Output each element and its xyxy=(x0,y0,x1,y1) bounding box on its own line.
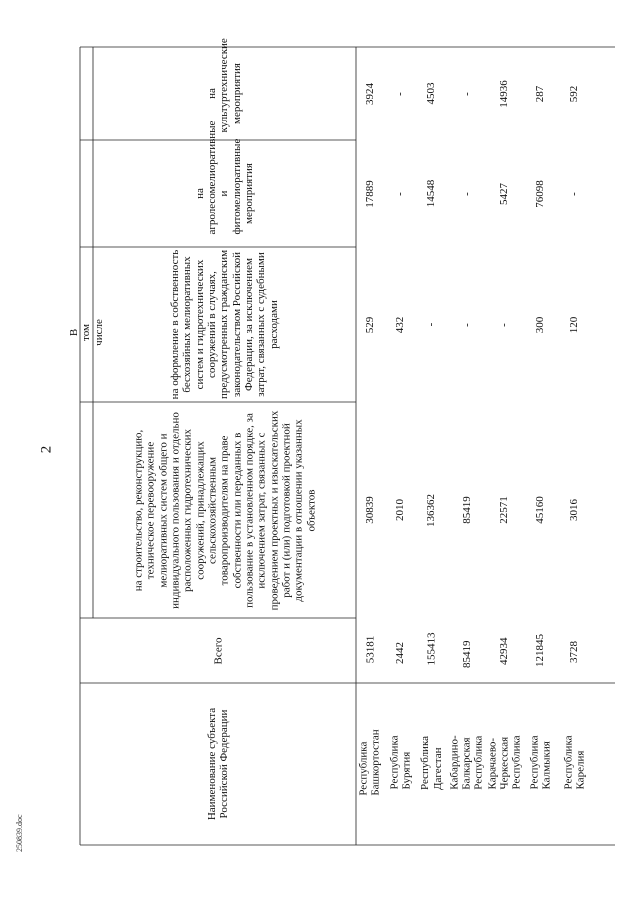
table-cell-c1 xyxy=(521,402,559,618)
row-total: 2442 xyxy=(393,641,406,664)
table-cell-name xyxy=(356,683,384,845)
row-name: Карачаево-Черкесская Республика xyxy=(485,735,523,790)
row-total: 85419 xyxy=(460,640,473,668)
row-name: Республика Карелия xyxy=(561,735,587,790)
table-cell-c3 xyxy=(559,140,589,247)
table-cell-total xyxy=(521,618,559,683)
table-cell-c4 xyxy=(384,47,416,140)
table-cell-name xyxy=(559,683,589,845)
table-cell-c1 xyxy=(416,402,447,618)
table-cell-c4 xyxy=(487,47,521,140)
row-total: 3728 xyxy=(567,640,580,663)
row-c1: 45160 xyxy=(533,496,546,524)
table-cell-name xyxy=(384,683,416,845)
row-c2: - xyxy=(425,322,438,327)
table-cell-c2 xyxy=(487,247,521,402)
table-cell-c2 xyxy=(416,247,447,402)
table-cell-c3 xyxy=(521,140,559,247)
row-name: Кабардино-Балкарская Республика xyxy=(448,735,486,790)
row-c2: 432 xyxy=(393,316,406,333)
row-c4: 592 xyxy=(567,85,580,102)
row-total: 53181 xyxy=(363,635,376,663)
table-cell-c3 xyxy=(356,140,384,247)
table-cell-c1 xyxy=(356,402,384,618)
row-c3: - xyxy=(567,191,580,196)
row-name: Республика Башкортостан xyxy=(357,729,382,796)
row-c1: 85419 xyxy=(460,496,473,524)
table-cell-c3 xyxy=(447,140,487,247)
row-c3: - xyxy=(393,191,406,196)
table-cell-total xyxy=(416,618,447,683)
table-cell-c2 xyxy=(356,247,384,402)
row-c2: 120 xyxy=(567,316,580,333)
table-cell-name xyxy=(416,683,447,845)
header-c3: на агролесомелиоративные и фитомелиоративные мероприятия xyxy=(193,120,255,235)
table-cell-c2 xyxy=(559,247,589,402)
row-c1: 136362 xyxy=(425,493,438,527)
table-cell-c2 xyxy=(384,247,416,402)
header-total: Всего xyxy=(211,637,224,664)
table-cell-c3 xyxy=(416,140,447,247)
table-cell-c4 xyxy=(521,47,559,140)
header-c1-cell xyxy=(93,402,356,618)
row-c1: 3016 xyxy=(567,499,580,521)
table-cell-name xyxy=(521,683,559,845)
table-cell-total xyxy=(447,618,487,683)
table-cell-c2 xyxy=(447,247,487,402)
table-cell-c4 xyxy=(559,47,589,140)
row-c4: - xyxy=(393,91,406,96)
header-c2-cell xyxy=(93,247,356,402)
row-total: 42934 xyxy=(497,637,510,665)
row-c1: 22571 xyxy=(497,496,510,524)
table-cell-c2 xyxy=(521,247,559,402)
table-cell-c3 xyxy=(487,140,521,247)
row-c2: 300 xyxy=(533,316,546,333)
header-total-cell xyxy=(80,618,356,683)
row-c4: 4503 xyxy=(425,82,438,105)
table-cell-c1 xyxy=(384,402,416,618)
header-name: Наименование субъекта Российской Федерации xyxy=(205,707,230,821)
row-c1: 2010 xyxy=(393,499,406,521)
table-cell-name xyxy=(447,683,487,845)
row-total: 155413 xyxy=(425,632,438,666)
table-cell-c4 xyxy=(447,47,487,140)
row-name: Республика Калмыкия xyxy=(527,735,553,790)
row-c4: 14936 xyxy=(497,79,510,108)
page-number: 2 xyxy=(38,445,55,454)
table-cell-total xyxy=(384,618,416,683)
row-c4: 287 xyxy=(533,85,546,102)
table-cell-c4 xyxy=(416,47,447,140)
row-c2: - xyxy=(460,322,473,327)
table-cell-total xyxy=(559,618,589,683)
row-c3: 17889 xyxy=(363,179,376,208)
row-name: Республика Дагестан xyxy=(419,735,444,790)
header-c3-cell xyxy=(93,120,356,247)
row-total: 121845 xyxy=(533,633,546,667)
row-c3: 76098 xyxy=(533,179,546,208)
row-c3: 14548 xyxy=(425,179,438,208)
table-cell-total xyxy=(487,618,521,683)
table-cell-c1 xyxy=(559,402,589,618)
table-cell-c3 xyxy=(384,140,416,247)
table-cell-c1 xyxy=(487,402,521,618)
row-c3: 5427 xyxy=(497,182,510,205)
header-c4: на культуртехнические мероприятия xyxy=(206,38,243,133)
header-c1: на строительство, реконструкцию, техническое перевооружение мелиоративных систем общего и индивидуального пользования и отдельно расположенных гидротехнических сооружений, принадлежащих сельскохозяйственным товаропроизводителям на праве собственности или переданных в пользование в установленном порядке, за исключением затрат, связанных с проведением проектных и изыскательских работ и (или) подготовкой проектной документации в отношении указанных объектов xyxy=(132,410,317,610)
footer-filename: 250839.doc xyxy=(15,814,24,852)
header-including-cell xyxy=(68,47,105,618)
header-c2: на оформление в собственность бесхозяйных мелиоративных систем и гидротехнических сооружений в случаях, предусмотренных гражданским законодательством Российской Федерации, за исключением затрат, связанных с судебными расходами xyxy=(169,249,280,400)
row-name: Республика Бурятия xyxy=(387,735,413,790)
table-cell-c4 xyxy=(356,47,384,140)
row-c2: 529 xyxy=(363,316,376,333)
row-c3: - xyxy=(460,191,473,196)
table-cell-total xyxy=(356,618,384,683)
header-name-cell xyxy=(80,683,356,845)
row-c1: 30839 xyxy=(363,496,376,524)
row-c2: - xyxy=(497,322,510,327)
row-c4: - xyxy=(460,91,473,96)
header-c4-cell xyxy=(93,38,356,140)
table-cell-c1 xyxy=(447,402,487,618)
header-including: В том числе xyxy=(68,319,105,346)
table-cell-name xyxy=(487,683,521,845)
row-c4: 3924 xyxy=(363,82,376,105)
